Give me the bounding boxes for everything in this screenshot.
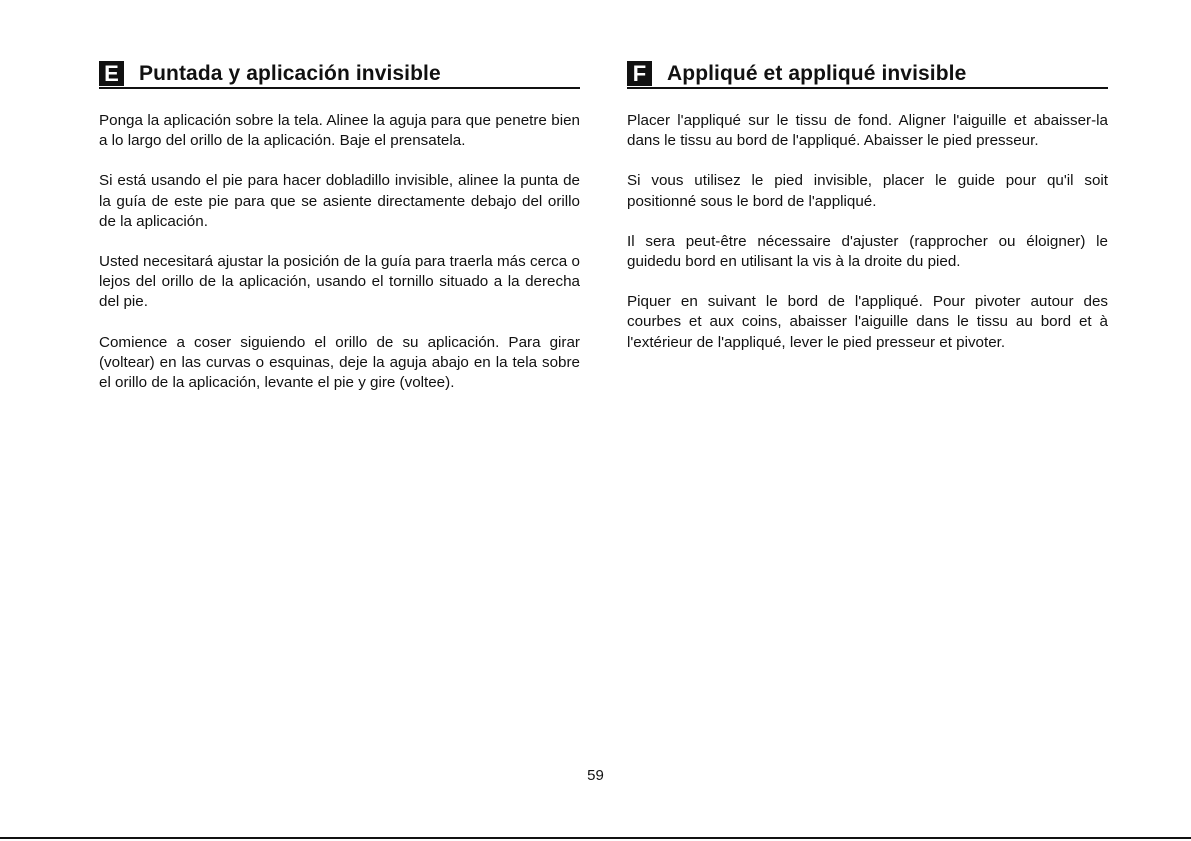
section-e-paragraph-4: Comience a coser siguiendo el orillo de su aplicación. Para girar (voltear) en las curvas o esquinas, deje la aguja abajo en la tela sobre el orillo de la aplicación, levante el pie y gire (voltee). xyxy=(99,333,580,392)
section-f-paragraph-4: Piquer en suivant le bord de l'appliqué. Pour pivoter autour des courbes et aux coins, abaisser l'aiguille dans le tissu au bord et à l'extérieur de l'appliqué, lever le pied presseur et pivoter. xyxy=(627,293,1108,351)
section-e-paragraph-1: Ponga la aplicación sobre la tela. Alinee la aguja para que penetre bien a lo largo del orillo de la aplicación. Baje el prensatela. xyxy=(99,112,580,150)
section-f-paragraph-3: Il sera peut-être nécessaire d'ajuster (rapprocher ou éloigner) le guidedu bord en utilisant la vis à la droite du pied. xyxy=(627,232,1108,271)
section-f-header xyxy=(627,60,1108,89)
section-e-paragraph-3: Usted necesitará ajustar la posición de la guía para traerla más cerca o lejos del orillo de la aplicación, usando el tornillo situado a la derecha del pie. xyxy=(99,253,580,311)
section-e-letter-badge: E xyxy=(99,61,124,86)
section-f-body xyxy=(627,111,1108,353)
section-e-paragraph-2: Si está usando el pie para hacer dobladillo invisible, alinee la punta de la guía de este pie para que se asiente directamente debajo del orillo de la aplicación. xyxy=(99,172,580,230)
bottom-divider xyxy=(0,837,1191,839)
page-number: 59 xyxy=(587,767,604,784)
section-e-title: Puntada y aplicación invisible xyxy=(139,62,441,85)
section-e-header xyxy=(99,60,580,89)
section-f-paragraph-1: Placer l'appliqué sur le tissu de fond. Aligner l'aiguille et abaisser-la dans le tissu au bord de l'appliqué. Abaisser le pied presseur. xyxy=(627,112,1108,150)
section-e xyxy=(99,60,580,413)
section-f-letter-badge: F xyxy=(627,61,652,86)
section-f xyxy=(627,60,1108,373)
section-f-paragraph-2: Si vous utilisez le pied invisible, placer le guide pour qu'il soit positionné sous le bord de l'appliqué. xyxy=(627,172,1108,210)
section-e-body xyxy=(99,111,580,393)
section-f-title: Appliqué et appliqué invisible xyxy=(667,62,967,85)
